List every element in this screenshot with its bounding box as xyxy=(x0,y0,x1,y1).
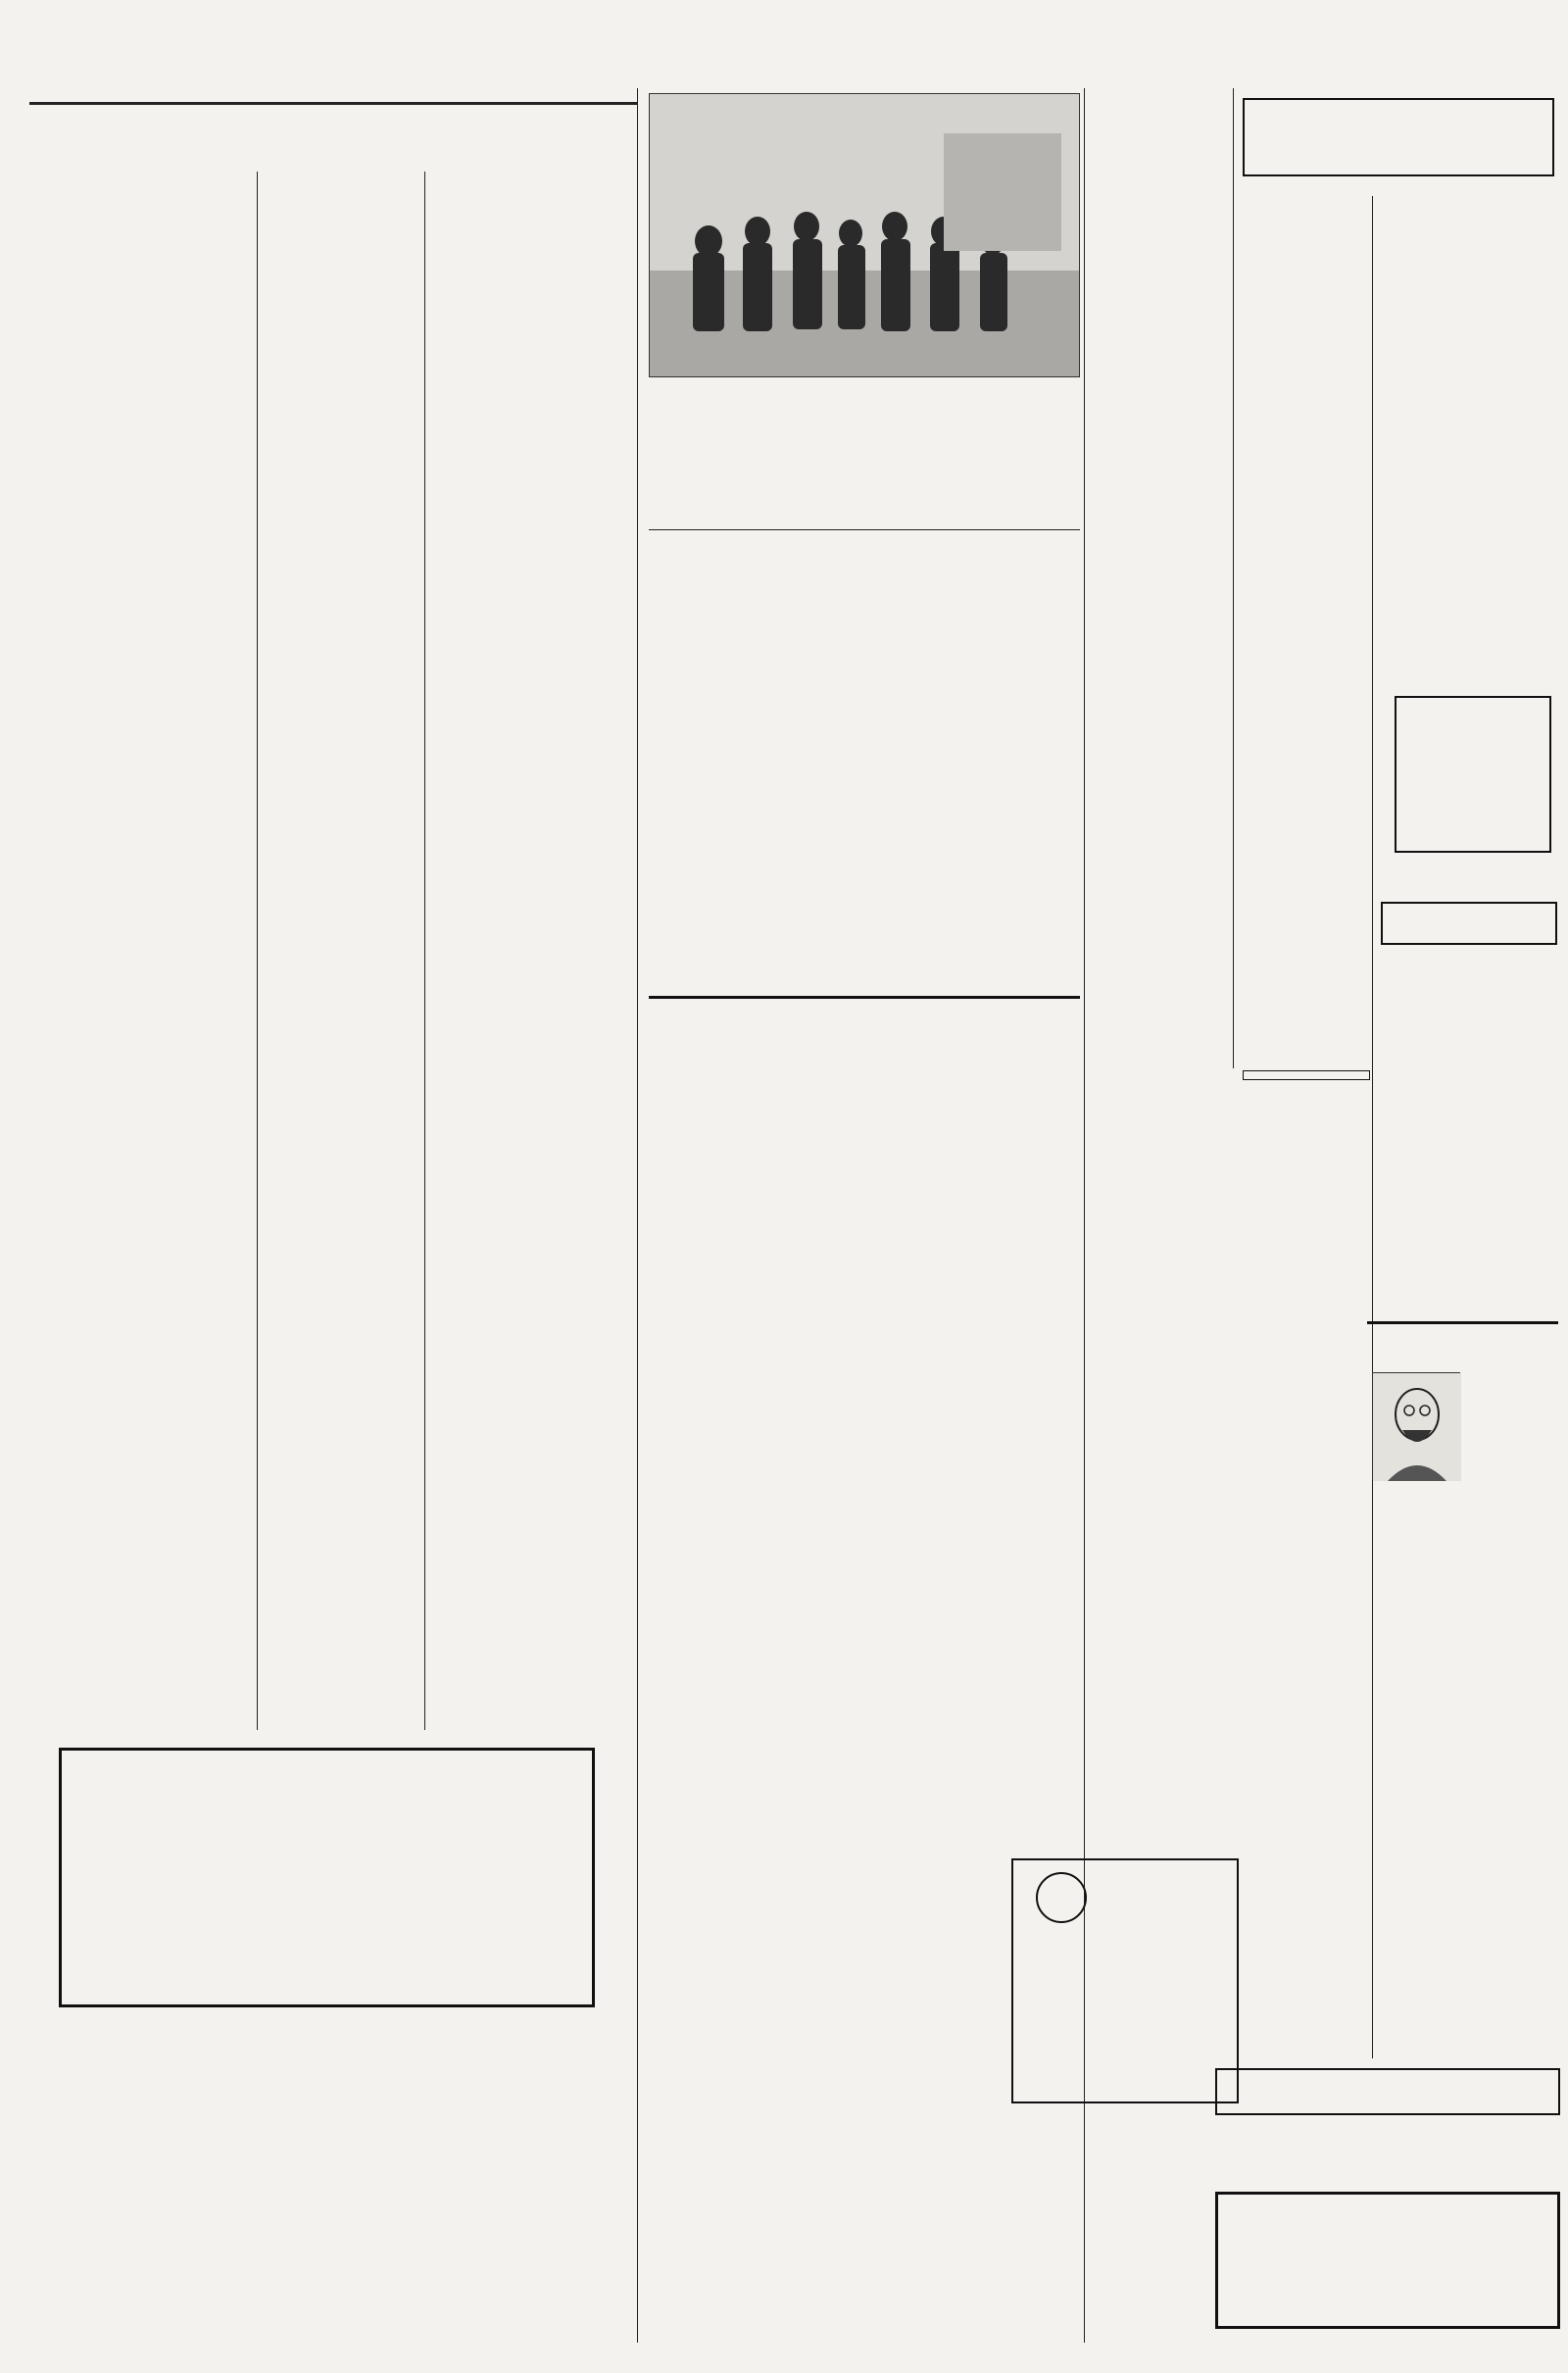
portrait-illustration xyxy=(1373,1373,1461,1481)
social-news-column xyxy=(1381,953,1557,1315)
thoukydidis-text xyxy=(1381,1490,1557,1691)
photo-text-left xyxy=(649,397,859,519)
koinonika-heading xyxy=(1381,902,1557,945)
music-column xyxy=(1091,181,1228,1171)
column-rule xyxy=(637,88,638,2343)
logistika-heading xyxy=(1215,2068,1560,2115)
venizelos-portrait xyxy=(1372,1372,1460,1480)
crossword-grid xyxy=(1395,696,1551,853)
ika-announcement-header xyxy=(649,996,1080,1112)
donations-column xyxy=(1243,1070,1370,2060)
photo-text-right xyxy=(869,397,1080,519)
column-rule xyxy=(424,172,425,1730)
zwanenberg-logo xyxy=(1036,1872,1087,1923)
radio-column xyxy=(59,176,252,1740)
thoukydidis-text-side xyxy=(1465,1372,1558,1490)
social-column xyxy=(262,176,420,1740)
cinema-column-1 xyxy=(649,655,859,988)
column-rule xyxy=(257,172,258,1730)
recipe-text xyxy=(1381,1813,1557,2058)
refrigeration-center-ad xyxy=(59,1748,595,2007)
cinema-section-header xyxy=(649,529,1080,649)
thoukydidis-title xyxy=(1367,1321,1558,1328)
page-header xyxy=(0,0,1568,98)
divider xyxy=(649,529,1080,530)
top-rule xyxy=(29,102,637,105)
zwan-ad xyxy=(1011,1858,1239,2103)
column-rule xyxy=(1233,88,1234,1068)
cinema-column-2 xyxy=(869,655,1080,988)
eleutherostomies-title xyxy=(1243,98,1554,176)
logistika-text xyxy=(1215,2122,1560,2179)
section-masthead xyxy=(54,110,583,171)
donations-heading xyxy=(1243,1070,1370,1080)
flery-ad xyxy=(1215,2192,1560,2329)
photo-illustration xyxy=(650,94,1080,377)
emigrants-photo xyxy=(649,93,1080,377)
crossword-clues xyxy=(1243,863,1370,1059)
awards-column xyxy=(1011,1117,1239,1843)
ika-text xyxy=(649,1117,1002,1362)
column-rule xyxy=(1372,196,1373,2058)
shows-column xyxy=(429,172,633,1828)
editorial-column-2 xyxy=(1381,201,1557,662)
